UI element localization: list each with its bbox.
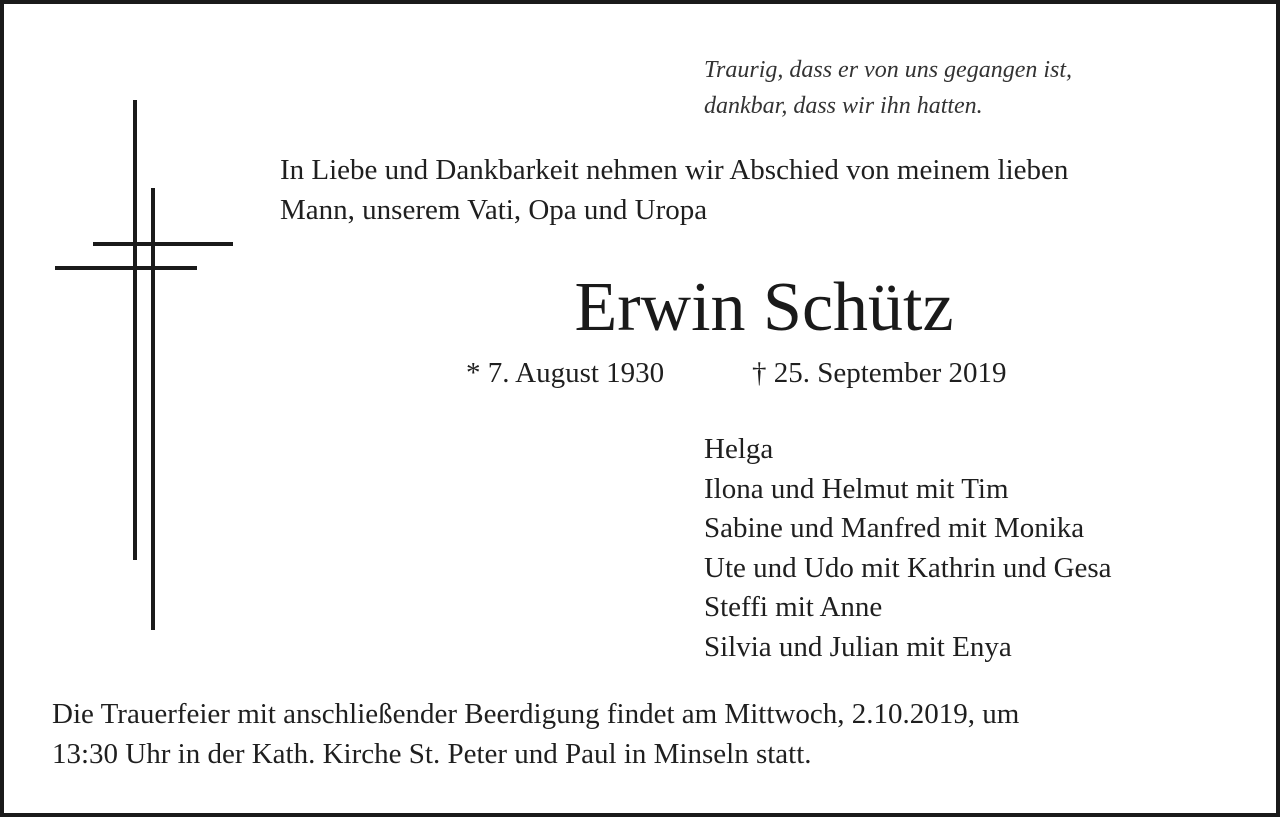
birth-date: * 7. August 1930 (466, 357, 665, 389)
intro-line: In Liebe und Dankbarkeit nehmen wir Abschied von meinem lieben (280, 154, 1069, 186)
mourners-list (704, 430, 1112, 667)
intro-line: Mann, unserem Vati, Opa und Uropa (280, 194, 708, 226)
service-info (52, 694, 1019, 774)
epigraph-quote (704, 52, 1072, 124)
service-line: Die Trauerfeier mit anschließender Beerdigung findet am Mittwoch, 2.10.2019, um (52, 698, 1020, 730)
mourner-entry: Sabine und Manfred mit Monika (704, 512, 1085, 544)
mourner-entry: Ute und Udo mit Kathrin und Gesa (704, 551, 1112, 584)
service-line: 13:30 Uhr in der Kath. Kirche St. Peter und Paul in Minseln statt. (52, 738, 812, 770)
deceased-name: Erwin Schütz (574, 269, 954, 346)
double-cross-icon (4, 4, 244, 644)
mourner-entry: Helga (704, 433, 774, 465)
quote-line: dankbar, dass wir ihn hatten. (704, 93, 983, 119)
death-date: † 25. September 2019 (752, 357, 1007, 389)
intro-text (280, 150, 1068, 230)
mourner-entry: Ilona und Helmut mit Tim (704, 472, 1009, 505)
quote-line: Traurig, dass er von uns gegangen ist, (704, 57, 1073, 83)
mourner-entry: Silvia und Julian mit Enya (704, 630, 1012, 663)
mourner-entry: Steffi mit Anne (704, 591, 883, 623)
